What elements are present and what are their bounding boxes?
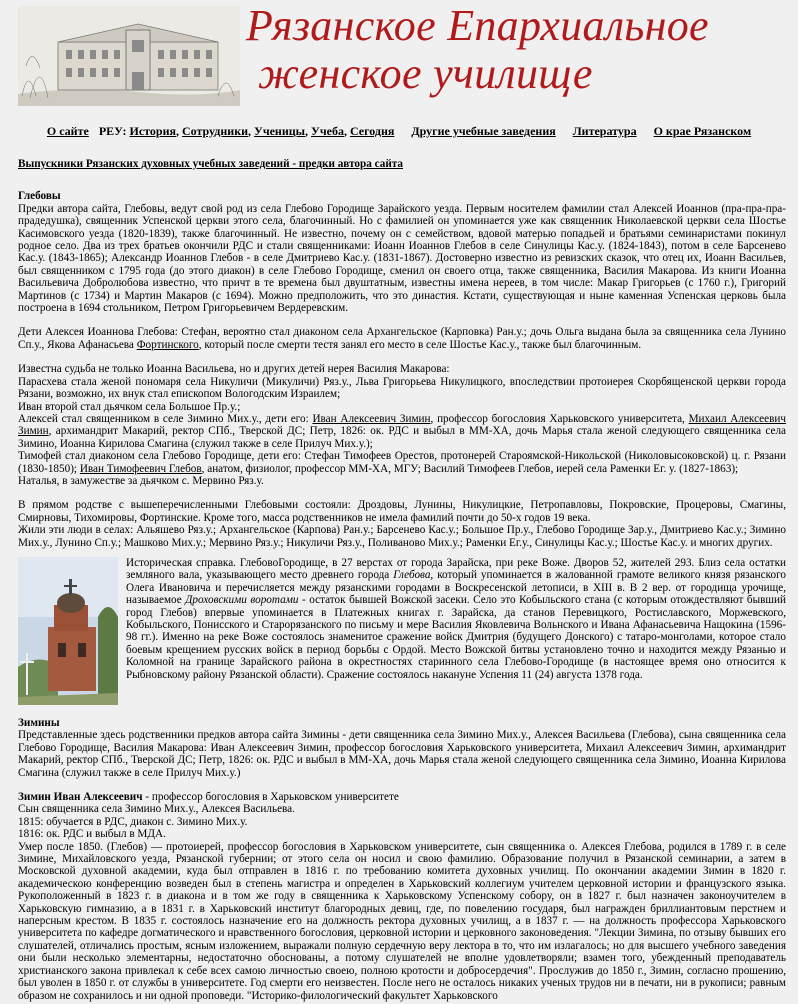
nav-sep: , (305, 124, 309, 138)
nav-region[interactable]: О крае Рязанском (653, 124, 752, 138)
glebovy-line (18, 413, 786, 450)
glebovy-paragraph-4: В прямом родстве с вышеперечисленными Глебовыми состояли: Дроздовы, Лунины, Никулицкие, Петропавловы, Покровские, Процеровы, Смагины, Смирновы, Тихомировы, Фортинские. Кроме того, масса родственников не имела фамилий почти до 50-х годов 19 века. (18, 499, 786, 524)
link-fortinsky[interactable]: Фортинского (136, 338, 199, 351)
nav-about[interactable]: О сайте (46, 124, 89, 138)
nav-students[interactable]: Ученицы (254, 124, 306, 138)
text-italic: Глебова (393, 569, 431, 582)
link-ivan-zimin[interactable]: Иван Алексеевич Зимин (312, 412, 431, 425)
glebovy-line: Известна судьба не только Иоанна Васильева, но и других детей нерея Василия Макарова: (18, 363, 450, 376)
glebovy-line: Наталья, в замужестве за дьячком с. Мервино Ряз.у. (18, 474, 264, 487)
glebovy-paragraph-5: Жили эти люди в селах: Альяшево Ряз.у.; Архангельское (Карпова) Ран.у.; Барсенево Кас.у.; Большое Пр.у., Глебово Городище Зар.у., Дмитриево Кас.у.; Зимино Мих.у., Лунино Сп.у.; Машково Мих.у.; Мервино Ряз.у.; Никуличи Ряз.у., Поливаново Мих.у.; Раменки Ег.у., Синулицы Кас.у.; Шостье Кас.у. и многих других. (18, 524, 786, 549)
text-italic: Дроховскими воротами (185, 594, 299, 607)
site-title-line1: Рязанское Епархиальное (246, 1, 709, 50)
section-title: Выпускники Рязанских духовных учебных заведений - предки автора сайта (18, 158, 403, 170)
history-text (126, 557, 786, 705)
glebovy-line (18, 450, 786, 475)
nav-staff[interactable]: Сотрудники (181, 124, 249, 138)
text: , архимандрит Макарий, ректор СПб., Тверской ДС; Петр, 1826: ок. РДС и выбыл в ММ-ХА, дочь Марья стала женой следующего священника села Зимино, Иоанна Кирилова Смагина (служил также в селе Прилуч Мих.у.); (18, 425, 786, 450)
zimin-title (18, 791, 786, 803)
zimin-line: Сын священника села Зимино Мих.у., Алексея Васильева. (18, 803, 295, 816)
nav-study[interactable]: Учеба (311, 124, 344, 138)
nav-sep: , (248, 124, 252, 138)
zimin-role: - профессор богословия в Харьковском университете (142, 791, 399, 803)
glebovy-paragraph-1: Предки автора сайта, Глебовы, ведут свой род из села Глебово Городище Зарайского уезда. Первым носителем фамилии стал Алексей Иоаннов (пра-пра-пра-прадедушка), священник Успенской церкви этого села, благочинный. Но с фамилией он упоминается уже как священник Николаевской церкви села Шостье Касимовского уезда (1820-1839), также благочинный. Не известно, почему он с семейством, вдовой матерью попадьей и братьями семинаристами покинул родное село. Два из трех братьев окончили РДС и стали священниками: Иоанн Иоаннов Глебов в селе Синулицы Кас.у. (1824-1843), потом в селе Барсенево Кас.у. (1843-1865); Александр Иоаннов Глебов - в селе Дмитриево Кас.у. (1831-1867). Достоверно известно из ревизских сказок, что отец их, Иоанн Васильев, был священником с 1795 года (до этого диакон) в селе Глебово Городище, сменил он своего отца, также священника, Василия Макарова. Из книги Иоанна Васильевича Добролюбова известно, что причт в те времена был двуштатным, известны имена нереев, в том числе: Макар Григорьев (с 1760 г.), Григорий Мартинов (с 1734) и Мартин Макаров (с 1694). Можно предположить, что это династия. Кстати, существующая и ныне каменная Успенская церковь была построена в 1694 стольником, Петром Григорьевичем Вердеревским. (18, 202, 786, 315)
zimin-name: Зимин Иван Алексеевич (18, 791, 143, 803)
history-note (18, 557, 786, 705)
main-content (18, 158, 786, 1002)
text: , который после смерти тестя занял его место в селе Шостье Кас.у., также был благочинным. (198, 338, 642, 351)
text: - остаток бывшей Вожской засеки. Село это Кобыльского стана (с которым отождествляют бывший город Глебов) впервые упоминается в Платежных книгах г. Зарайска, да станов Перевицкого, Ростиславского, Моржевского, Кобыльского, Понисского и Старорязанского по письму и мере Василия Яковлевича Вольнского и Ивана Афанасьевича Нащокина (1596-98 гг.). Именно на реке Воже состоялось знаменитое сражение войск Дмитрия (будущего Донского) с татаро-монголами, которое стало боевым крещением русских войск в период борьбы с Ордой. Место Вожской битвы установлено точно и находится между Рязанью и Коломной на границе Зарайского района в окрестностях старинного села Глебово-Городище (в настоящее время оно относится к Рыбновскому району Рязанской области). Сражение состоялось накануне Успения 11 (24) августа 1378 года. (126, 594, 786, 681)
text: , анатом, физиолог, профессор ММ-ХА, МГУ; Василий Тимофеев Глебов, иерей села Раменки Ег. у. (1827-1863); (201, 462, 739, 475)
text: , профессор богословия Харьковского университета, (430, 412, 689, 425)
ziminy-paragraph: Представленные здесь родственники предков автора сайта Зимины - дети священника села Зимино Мих.у., Алексея Васильева (Глебова), сына священника села Глебово Городище, Василия Макарова: Иван Алексеевич Зимин, профессор богословия Харьковского университета, Михаил Алексеевич Зимин, архимандрит Макарий, ректор СПб., Тверской ДС; Петр, 1826: ок. РДС и выбыл в ММ-ХА, дочь Марья стала женой следующего священника села Зимино, Иоанна Кирилова Смагина (служил также в селе Прилуч Мих.у.) (18, 729, 786, 779)
glebovy-line: Парасхева стала женой пономаря села Никуличи (Микуличи) Ряз.у., Льва Григорьева Никулицкого, впоследствии протоиерея Скорбященской церкви города Рязани, возможно, их внук стал епископом Вологодским Израилем; (18, 375, 786, 401)
ziminy-heading: Зимины (18, 716, 60, 729)
text: Тимофей стал диаконом села Глебово Городище, дети его: Стефан Тимофеев Орестов, протонерей Староямской-Никольской (Николовысоковской) ц. г. Рязани (1830-1850); (18, 450, 786, 475)
nav-sep: , (175, 124, 179, 138)
glebovy-paragraph-2 (18, 326, 786, 351)
text: Историческая справка. ГлебовоГородище, в 27 верстах от города Зарайска, при реке Воже. Дворов 52, жителей 293. Близ села остатки земляного вала, указывающего место древнего города (126, 556, 786, 582)
site-title (246, 2, 709, 98)
main-nav (0, 124, 798, 144)
nav-reu-prefix: РЕУ: (98, 124, 127, 138)
nav-today[interactable]: Сегодня (349, 124, 395, 138)
nav-literature[interactable]: Литература (572, 124, 637, 138)
site-header (0, 0, 798, 112)
nav-sep: , (343, 124, 347, 138)
nav-other-schools[interactable]: Другие учебные заведения (411, 124, 556, 138)
glebovy-heading: Глебовы (18, 190, 61, 203)
zimin-line: 1815: обучается в РДС, диакон с. Зимино Мих.у. (18, 815, 248, 828)
glebovy-line: Иван второй стал дьячком села Большое Пр.у.; (18, 400, 241, 413)
link-mikhail-zimin[interactable]: Михаил Алексеевич Зимин (18, 412, 786, 438)
church-photo (18, 557, 118, 705)
zimin-line: 1816: ок. РДС и выбыл в МДА. (18, 828, 166, 841)
text: , который упоминается в жалованной грамоте великого князя рязанского Олега Ивановича и перечисляется между рязанскими городами в Воскресенской летописи, в XIII в. В 2 вер. от городища урочище, называемое (126, 569, 786, 607)
zimin-biography: Умер после 1850. (Глебов) — протоиерей, профессор богословия в Харьковском университете, сын священника о. Алексея Глебова, родился в 1789 г. в селе Зимине, Михайловского уезда, Рязанской губернии; от этого села он носил и свою фамилию. Образование получил в Рязанской семинарии, а затем в Московской духовной академии, куда был отправлен в 1816 г. по требованию комитета духовных училищ. По окончании академии Зимин в 1820 г. академическою конференцию возведен был в степень магистра и определен в Харьковский коллегиум учителем церковной истории и французского языка. Рукоположенный в 1823 г. в диакона и в том же году в священника к Харьковскому Успенскому собору, он в 1827 г. был назначен законоучителем в Харьковскую гимназию, а в 1831 г. в Харьковский институт благородных девиц, где, по повелению государя, был награжден бриллиантовым перстнем и наперсным крестом. В 1835 г. состоялось назначение его на должность ректора духовных училищ, а в 1837 г. — на должность профессора Харьковского университета по кафедре догматического и нравственного богословия, церковной истории и церковного законоведения. "Лекции Зимина, по отзыву бывших его слушателей, отличались простым, ясным изложением, выражали полную сердечную веру лектора в то, что им излагалось; но для высшего учебного заведения они были несколько элементарны, недостаточно обоснованы, а потому слушателей не вполне удовлетворяли; взамен того, убежденный преподаватель христианского закона привлекал к себе всех самою личностью своею, полною кротости и добросердечия". Прослужив до 1850 г., Зимин, согласно прошению, был уволен в 1850 г. от службы в университете. Год смерти его неизвестен. После него не осталось никаких ученых трудов ни в печати, ни в рукописи; равным образом не сохранилось и ни одной проповеди. "Историко-филологический факультет Харьковского (18, 840, 786, 1002)
text: Дети Алексея Иоаннова Глебова: Стефан, вероятно стал диаконом села Архангельское (Карповка) Ран.у.; дочь Ольга выдана была за священника села Лунино Сп.у., Якова Афанасьева (18, 326, 786, 351)
link-ivan-glebov[interactable]: Иван Тимофеевич Глебов (79, 462, 202, 475)
nav-history[interactable]: История (129, 124, 176, 138)
school-building-engraving (18, 6, 240, 106)
text: Алексей стал священником в селе Зимино Мих.у., дети его: (18, 412, 313, 425)
site-title-line2: женское училище (258, 49, 593, 98)
